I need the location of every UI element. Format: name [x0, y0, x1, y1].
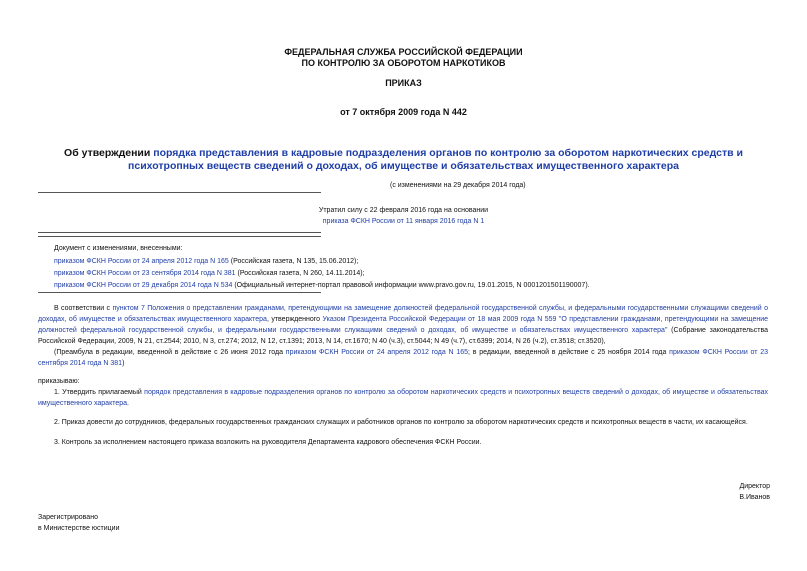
- expired-line: Утратил силу с 22 февраля 2016 года на основании: [318, 207, 489, 214]
- change-item: приказом ФСКН России от 23 сентября 2014 года N 381 (Российская газета, N 260, 14.11.2014);: [54, 270, 365, 277]
- change-link[interactable]: приказом ФСКН России от 23 сентября 2014 года N 381: [54, 270, 236, 277]
- document-title: [30, 147, 777, 173]
- order-item-3: 3. Контроль за исполнением настоящего приказа возложить на руководителя Департамента кадрового обеспечения ФСКН России.: [54, 439, 482, 446]
- amendment-note: (с изменениями на 29 декабря 2014 года): [390, 182, 526, 189]
- divider-2: [38, 232, 321, 233]
- preamble-paragraph: В соответствии с пунктом 7 Положения о представлении гражданами, претендующими на замещение должностей федеральной государственной службы, и федеральными государственными служащими сведений о доходах, об имуществе и обязательствах имущественного характера, утвержденного Указом Президента Российской Федерации от 18 мая 2009 года N 559 "О представлении гражданами, претендующими на замещение должностей федеральной государственной службы, и федеральными государственными служащими сведений о доходах, об имуществе и обязательствах имущественного характера" (Собрание законодательства Российской Федерации, 2009, N 21, ст.2544; 2010, N 3, ст.274; 2012, N 12, ст.1391; 2013, N 14, ст.1670; N 40 (ч.3), ст.5044; N 49 (ч.7), ст.6399; 2014, N 26 (ч.2), ст.3518; ст.3520),: [38, 305, 769, 345]
- decree-link[interactable]: Указом Президента Российской Федерации от 18 мая 2009 года N 559 "О представлении гражданами, претендующими на замещение должностей федеральной государственной службы, и федеральными государственными служащими сведений о доходах, об имуществе и обязательствах имущественного характера": [38, 316, 769, 334]
- procedure-link[interactable]: порядок представления в кадровые подразделения органов по контролю за оборотом наркотических средств и психотропных веществ сведений о доходах, об имуществе и обязательствах имущественного характера: [38, 389, 768, 407]
- order-item-1: 1. Утвердить прилагаемый порядок представления в кадровые подразделения органов по контролю за оборотом наркотических средств и психотропных веществ сведений о доходах, об имуществе и обязательствах имущественного характера.: [38, 389, 768, 407]
- title-link[interactable]: порядка представления в кадровые подразделения органов по контролю за оборотом наркотических средств и психотропных веществ сведений о доходах, об имуществе и обязательствах имущественного характера: [128, 147, 743, 172]
- expired-note: [0, 205, 807, 227]
- signatory-name: В.Иванов: [739, 494, 770, 501]
- divider-4: [38, 292, 321, 293]
- orders-word: приказываю:: [38, 378, 80, 385]
- changes-intro: Документ с изменениями, внесенными:: [54, 245, 183, 252]
- date-and-number: от 7 октября 2009 года N 442: [340, 107, 467, 117]
- change-item: приказом ФСКН России от 29 декабря 2014 года N 534 (Официальный интернет-портал правовой информации www.pravo.gov.ru, 19.01.2015, N 0001201501190007).: [54, 282, 590, 289]
- signatory-position: Директор: [739, 483, 770, 490]
- changes-block: [54, 243, 774, 291]
- document-type: ПРИКАЗ: [385, 78, 422, 88]
- change-link[interactable]: приказом ФСКН России от 24 апреля 2012 года N 165: [54, 258, 229, 265]
- change-item: приказом ФСКН России от 24 апреля 2012 года N 165 (Российская газета, N 135, 15.06.2012);: [54, 258, 359, 265]
- order-item-2: 2. Приказ довести до сотрудников, федеральных государственных гражданских служащих и работников органов по контролю за оборотом наркотических средств и психотропных веществ в части, их касающейся.: [54, 419, 748, 426]
- edition-link-2012[interactable]: приказом ФСКН России от 24 апреля 2012 года N 165: [285, 349, 469, 356]
- regulation-link[interactable]: пунктом 7 Положения о представлении гражданами, претендующими на замещение должностей федеральной государственной службы, и федеральными государственными служащими сведений о доходах, об имуществе и обязательствах имущественного характера: [38, 305, 769, 323]
- agency-name-line1: ФЕДЕРАЛЬНАЯ СЛУЖБА РОССИЙСКОЙ ФЕДЕРАЦИИ: [284, 47, 523, 57]
- registration-block: [38, 512, 119, 534]
- preamble-edition-note: (Преамбула в редакции, введенной в действие с 26 июня 2012 года приказом ФСКН России от 24 апреля 2012 года N 165; в редакции, введенной в действие с 25 ноября 2014 года приказом ФСКН России от 23 сентября 2014 года N 381): [38, 349, 769, 367]
- edition-link-2014[interactable]: приказом ФСКН России от 23 сентября 2014 года N 381: [38, 349, 769, 367]
- title-prefix: Об утверждении: [64, 147, 154, 159]
- registration-line2: в Министерстве юстиции: [38, 525, 120, 532]
- expired-link[interactable]: приказа ФСКН России от 11 января 2016 года N 1: [322, 218, 485, 225]
- registration-line1: Зарегистрировано: [38, 514, 98, 521]
- signature-block: [600, 481, 770, 503]
- agency-name-line2: ПО КОНТРОЛЮ ЗА ОБОРОТОМ НАРКОТИКОВ: [301, 58, 506, 68]
- change-link[interactable]: приказом ФСКН России от 29 декабря 2014 года N 534: [54, 282, 233, 289]
- divider-3: [38, 236, 321, 237]
- divider-1: [38, 192, 321, 193]
